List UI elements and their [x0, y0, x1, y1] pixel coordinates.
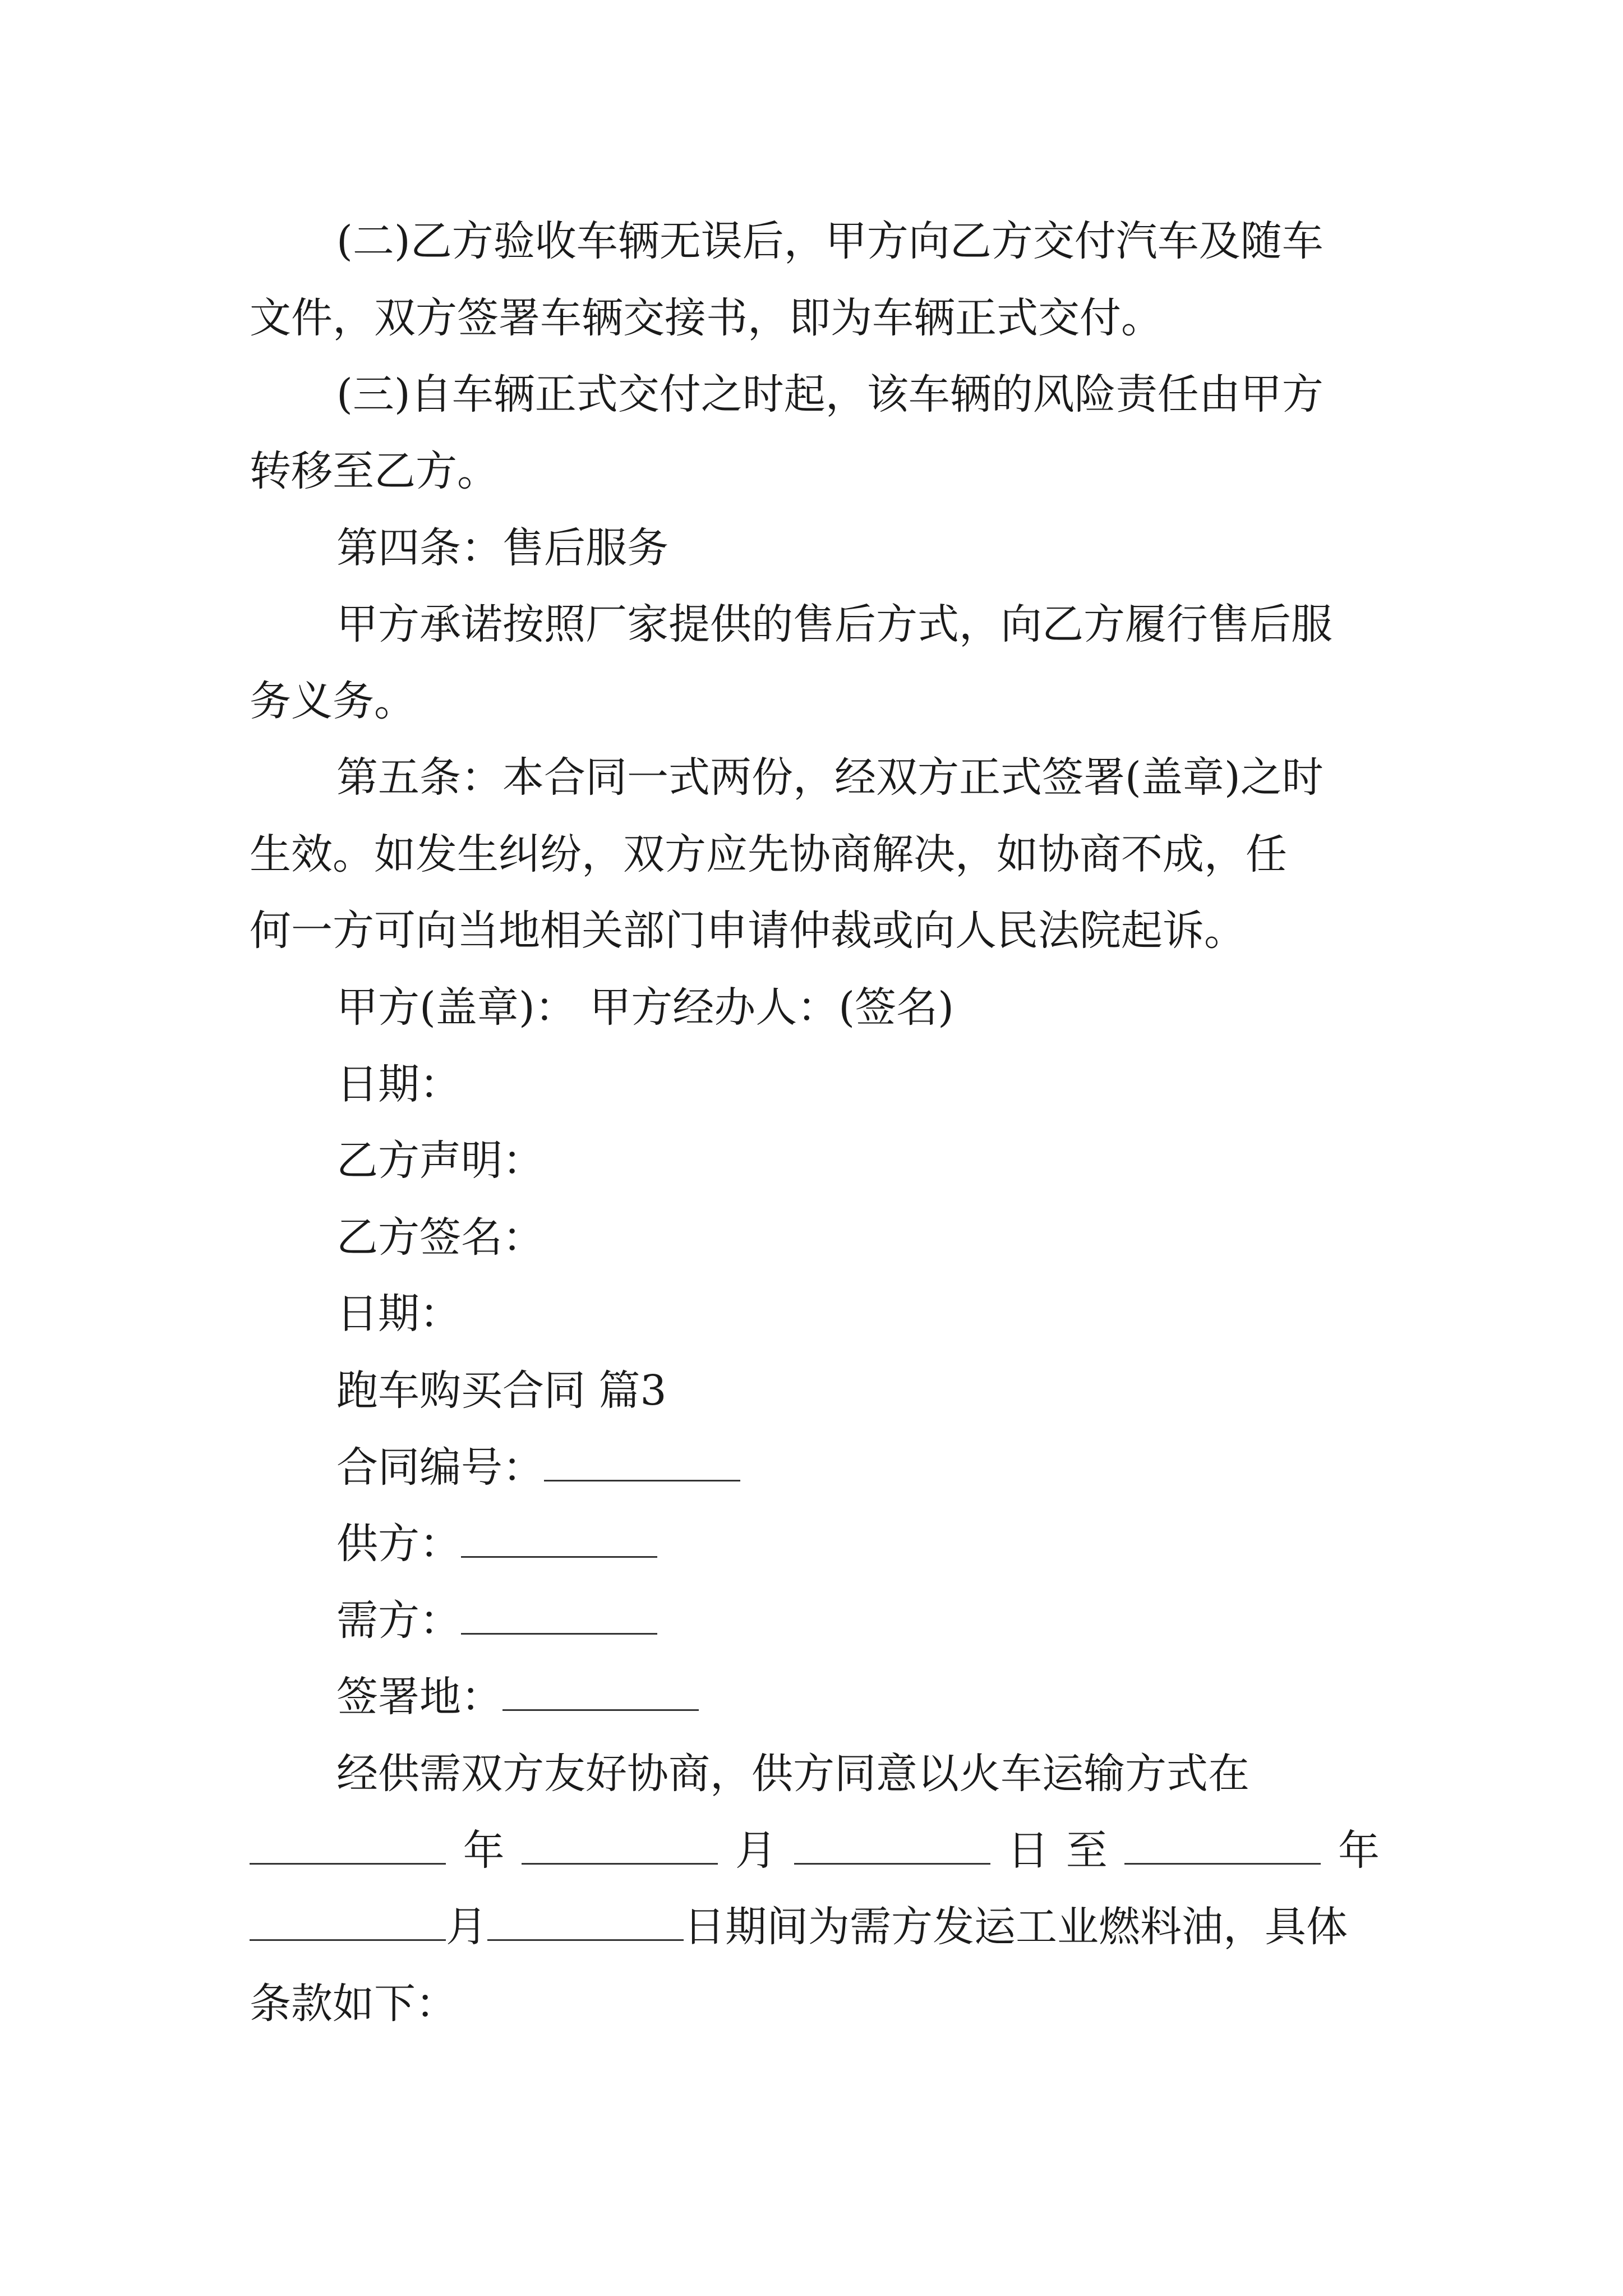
blank-field	[250, 1906, 446, 1941]
paragraph-line: 第五条：本合同一式两份，经双方正式签署(盖章)之时	[336, 753, 1324, 802]
blank-field	[522, 1829, 718, 1865]
year-label: 年	[1338, 1826, 1380, 1875]
to-label: 至	[1066, 1826, 1108, 1875]
section-heading: 第四条：售后服务	[336, 524, 668, 572]
blank-field	[794, 1829, 990, 1865]
date-label: 日期：	[336, 1060, 461, 1108]
signature-line: 甲方(盖章)： 甲方经办人：(签名)	[336, 983, 955, 1032]
field-label: 需方：	[336, 1596, 461, 1645]
paragraph-line: 转移至乙方。	[250, 447, 499, 495]
signature-label: 乙方签名：	[336, 1213, 544, 1262]
signing-place-field	[336, 1666, 1380, 1728]
paragraph-line: 文件，双方签署车辆交接书，即为车辆正式交付。	[250, 294, 1163, 342]
blank-field	[502, 1676, 699, 1711]
field-label: 供方：	[336, 1520, 461, 1568]
month-label: 月	[735, 1826, 777, 1875]
day-label: 日	[1007, 1826, 1049, 1875]
blank-field	[461, 1522, 657, 1558]
contract-number-field	[336, 1437, 1380, 1498]
paragraph-line: (三)自车辆正式交付之时起，该车辆的风险责任由甲方	[336, 370, 1324, 418]
buyer-field	[336, 1590, 1380, 1651]
blank-field	[461, 1599, 657, 1635]
paragraph-line: 经供需双方友好协商，供方同意以火车运输方式在	[336, 1750, 1249, 1798]
paragraph-line: (二)乙方验收车辆无误后，甲方向乙方交付汽车及随车	[336, 217, 1324, 265]
paragraph-line: 甲方承诺按照厂家提供的售后方式，向乙方履行售后服	[336, 600, 1332, 648]
year-label: 年	[463, 1826, 505, 1875]
contract-title: 跑车购买合同 篇3	[336, 1366, 667, 1415]
paragraph-line: 何一方可向当地相关部门申请仲裁或向人民法院起诉。	[250, 907, 1246, 955]
field-label: 签署地：	[336, 1673, 502, 1721]
blank-field	[1124, 1829, 1321, 1865]
date-range-line	[250, 1896, 1380, 1958]
paragraph-text: 日期间为需方发运工业燃料油，具体	[684, 1903, 1348, 1951]
field-label: 合同编号：	[336, 1443, 544, 1492]
paragraph-line: 生效。如发生纠纷，双方应先协商解决，如协商不成，任	[250, 830, 1287, 878]
blank-field	[487, 1906, 684, 1941]
month-label: 月	[446, 1903, 487, 1951]
blank-field	[250, 1829, 446, 1865]
date-label: 日期：	[336, 1290, 461, 1338]
supplier-field	[336, 1513, 1380, 1575]
statement-label: 乙方声明：	[336, 1137, 544, 1185]
blank-field	[544, 1446, 740, 1481]
date-range-line	[250, 1820, 1380, 1881]
paragraph-line: 务义务。	[250, 677, 416, 725]
paragraph-line: 条款如下：	[250, 1980, 457, 2028]
